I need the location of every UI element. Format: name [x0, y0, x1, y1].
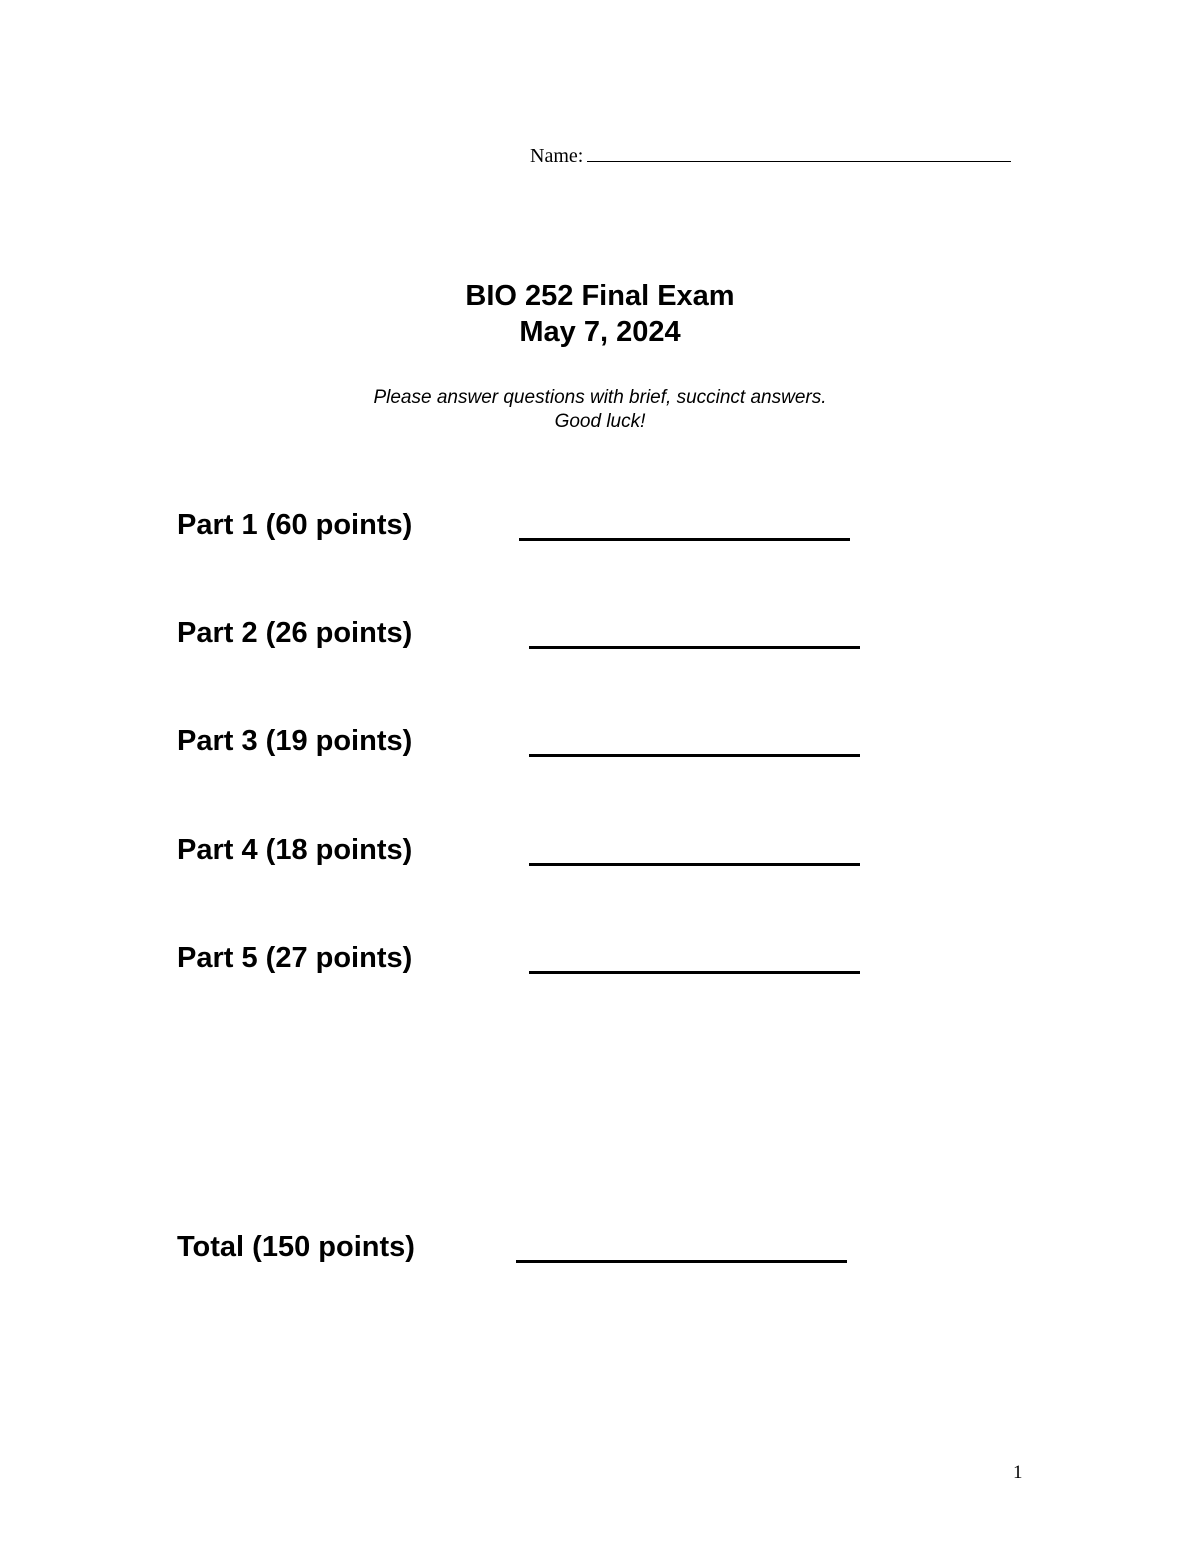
part-2-score-line[interactable] [529, 646, 860, 649]
part-1-score-line[interactable] [519, 538, 850, 541]
part-2-label: Part 2 (26 points) [177, 617, 413, 649]
page-number: 1 [1013, 1462, 1023, 1483]
total-score-line[interactable] [516, 1260, 847, 1263]
name-label: Name: [530, 145, 584, 167]
exam-date: May 7, 2024 [519, 316, 681, 348]
exam-title-line: BIO 252 Final Exam [465, 280, 735, 312]
part-5-score-line[interactable] [529, 971, 860, 974]
instructions-closing: Good luck! [554, 411, 646, 432]
part-5-label: Part 5 (27 points) [177, 942, 413, 974]
name-blank-line[interactable] [587, 143, 1011, 162]
part-3-label: Part 3 (19 points) [177, 725, 413, 757]
part-4-label: Part 4 (18 points) [177, 834, 413, 866]
exam-title [0, 278, 1200, 350]
instructions-line: Please answer questions with brief, succinct answers. [373, 387, 827, 408]
name-field [530, 143, 1011, 168]
total-label: Total (150 points) [177, 1231, 415, 1263]
part-3-score-line[interactable] [529, 754, 860, 757]
part-1-label: Part 1 (60 points) [177, 509, 413, 541]
part-4-score-line[interactable] [529, 863, 860, 866]
instructions [0, 386, 1200, 434]
